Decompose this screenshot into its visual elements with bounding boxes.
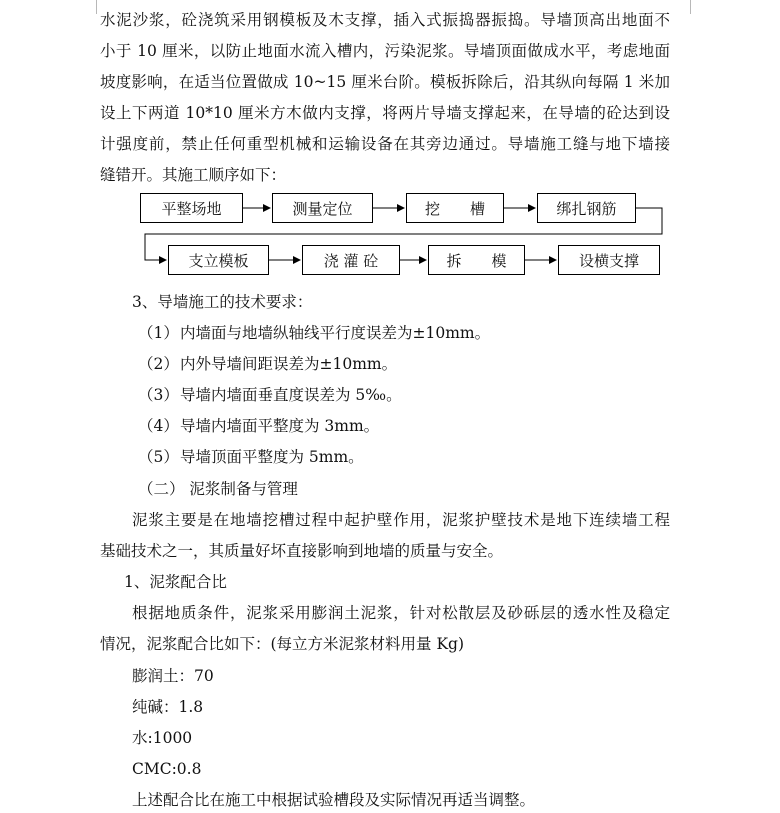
- flow-step-box: 设横支撑: [558, 245, 660, 275]
- paragraph-line: 根据地质条件，泥浆采用膨润土泥浆，针对松散层及砂砾层的透水性及稳定: [132, 604, 670, 622]
- requirement-item: [138, 354, 708, 374]
- paragraph-line: 情况，泥浆配合比如下：(每立方米泥浆材料用量 Kg): [100, 635, 465, 653]
- requirement-text: 导墙内墙面垂直度误差为 5‰。: [180, 386, 402, 404]
- flow-step-box: 挖 槽: [406, 193, 504, 223]
- requirement-number: （2）: [138, 355, 179, 373]
- paragraph-line: 计强度前，禁止任何重型机械和运输设备在其旁边通过。导墙施工缝与地下墙接: [100, 135, 670, 153]
- mix-item: CMC:0.8: [132, 760, 202, 778]
- paragraph-line: 泥浆主要是在地墙挖槽过程中起护壁作用，泥浆护壁技术是地下连续墙工程: [132, 511, 670, 529]
- section-heading: （二） 泥浆制备与管理: [138, 480, 298, 498]
- closing-line: 上述配合比在施工中根据试验槽段及实际情况再适当调整。: [132, 791, 536, 809]
- paragraph-line: 设上下两道 10*10 厘米方木做内支撑，将两片导墙支撑起来，在导墙的砼达到设: [100, 104, 670, 122]
- flow-step-box: 绑扎钢筋: [537, 193, 636, 223]
- paragraph-line: 水泥沙浆，砼浇筑采用钢模板及木支撑，插入式振捣器振捣。导墙顶高出地面不: [100, 11, 670, 29]
- requirement-number: （3）: [138, 386, 179, 404]
- requirement-item: [138, 385, 708, 405]
- paragraph-line: 缝错开。其施工顺序如下：: [100, 166, 287, 184]
- requirement-text: 内外导墙间距误差为±10mm。: [180, 355, 398, 373]
- paragraph-line: 坡度影响，在适当位置做成 10~15 厘米台阶。模板拆除后，沿其纵向每隔 1 米加: [100, 73, 670, 91]
- flow-step-box: 测量定位: [272, 193, 373, 223]
- flow-step-box: 平整场地: [140, 193, 243, 223]
- paragraph-line: 基础技术之一，其质量好坏直接影响到地墙的质量与安全。: [100, 542, 504, 560]
- flow-step-box: 浇 灌 砼: [302, 245, 400, 275]
- requirement-number: （1）: [138, 324, 179, 342]
- flow-step-box: 支立模板: [168, 245, 269, 275]
- mix-item: 水:1000: [132, 729, 193, 747]
- subsection-heading: 1、泥浆配合比: [124, 573, 227, 591]
- requirement-number: （5）: [138, 448, 179, 466]
- requirement-item: [138, 323, 708, 343]
- requirement-text: 导墙顶面平整度为 5mm。: [180, 448, 364, 466]
- requirement-text: 导墙内墙面平整度为 3mm。: [180, 417, 380, 435]
- paragraph-line: 小于 10 厘米，以防止地面水流入槽内，污染泥浆。导墙顶面做成水平，考虑地面: [100, 42, 670, 60]
- requirement-text: 内墙面与地墙纵轴线平行度误差为±10mm。: [180, 324, 491, 342]
- requirement-item: [138, 416, 708, 436]
- section-heading: 3、导墙施工的技术要求：: [132, 293, 313, 311]
- requirement-item: [138, 447, 708, 467]
- requirement-number: （4）: [138, 417, 179, 435]
- mix-item: 纯碱：1.8: [132, 698, 204, 716]
- mix-item: 膨润土：70: [132, 667, 214, 685]
- flow-step-box: 拆 模: [428, 245, 525, 275]
